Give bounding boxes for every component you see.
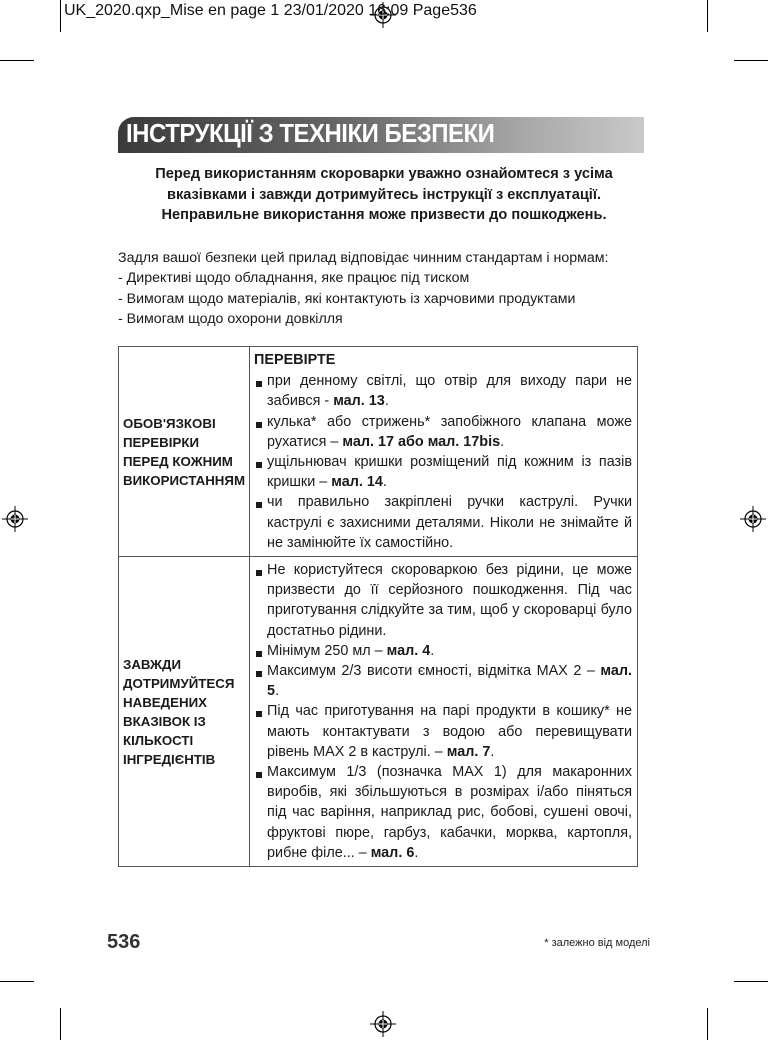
list-item: Під час приготування на парі продукти в кошику* не мають контактувати з водою або перевищувати рівень MAX 2 в каструлі. – мал. 7. [254, 701, 632, 762]
row-label: ОБОВ'ЯЗКОВІ ПЕРЕВІРКИ ПЕРЕД КОЖНИМ ВИКОРИСТАННЯМ [119, 347, 250, 557]
footnote: * залежно від моделі [544, 937, 650, 949]
bullet-list [254, 371, 632, 553]
bullet-list [254, 560, 632, 863]
intro-line: Задля вашої безпеки цей прилад відповідає чинним стандартам і нормам: [118, 250, 609, 266]
crop-mark [734, 60, 768, 61]
page-number: 536 [107, 931, 141, 953]
registration-mark-icon [370, 1011, 396, 1037]
list-item: Максимум 1/3 (позначка MAX 1) для макаронних виробів, які збільшуються в розмірах і/або піняться під час варіння, наприклад рис, бобові, сушені овочі, фруктові пюре, гарбуз, кабачки, морква, картопля, рибне філе... – мал. 6. [254, 762, 632, 863]
lead-line: вказівками і завжди дотримуйтесь інструкції з експлуатації. [166, 186, 602, 203]
list-item: ущільнювач кришки розміщений під кожним із пазів кришки – мал. 14. [254, 452, 632, 492]
list-item: при денному світлі, що отвір для виходу пари не забився - мал. 13. [254, 371, 632, 411]
crop-mark [707, 1008, 708, 1040]
row-label: ЗАВЖДИ ДОТРИМУЙТЕСЯ НАВЕДЕНИХ ВКАЗІВОК ІЗ КІЛЬКОСТІ ІНГРЕДІЄНТІВ [119, 557, 250, 867]
table-row [119, 347, 638, 557]
crop-mark [734, 981, 768, 982]
print-slug: UK_2020.qxp_Mise en page 1 23/01/2020 16:09 Page536 [64, 2, 477, 19]
row-content [250, 347, 638, 557]
table-row [119, 557, 638, 867]
crop-mark [60, 0, 61, 32]
list-item: Мінімум 250 мл – мал. 4. [254, 641, 632, 661]
safety-table [118, 346, 638, 867]
registration-mark-icon [2, 506, 28, 532]
intro-line: - Вимогам щодо охорони довкілля [118, 310, 343, 327]
list-item: Не користуйтеся скороваркою без рідини, це може призвести до її серйозного пошкодження. Під час приготування слідкуйте за тим, щоб у скороварці було достатньо рідини. [254, 560, 632, 641]
list-item: кулька* або стрижень* запобіжного клапана може рухатися – мал. 17 або мал. 17bis. [254, 412, 632, 452]
lead-line: Перед використанням скороварки уважно ознайомтеся з усіма [155, 166, 613, 182]
crop-mark [60, 1008, 61, 1040]
list-item: Максимум 2/3 висоти ємності, відмітка MAX 2 – мал. 5. [254, 661, 632, 701]
registration-mark-icon [740, 506, 766, 532]
row-content [250, 557, 638, 867]
lead-line: Неправильне використання може призвести до пошкоджень. [161, 207, 607, 223]
intro-paragraph [118, 248, 658, 329]
intro-line: - Вимогам щодо матеріалів, які контактують із харчовими продуктами [118, 290, 576, 307]
lead-warning [118, 164, 650, 226]
crop-mark [0, 981, 34, 982]
crop-mark [707, 0, 708, 32]
row-heading: ПЕРЕВІРТЕ [254, 352, 336, 368]
intro-line: - Директиві щодо обладнання, яке працює під тиском [118, 270, 470, 287]
list-item: чи правильно закріплені ручки каструлі. Ручки каструлі є захисними деталями. Ніколи не знімайте й не замінюйте їх самостійно. [254, 492, 632, 553]
page-title: ІНСТРУКЦІЇ З ТЕХНІКИ БЕЗПЕКИ [126, 118, 495, 148]
crop-mark [0, 60, 34, 61]
